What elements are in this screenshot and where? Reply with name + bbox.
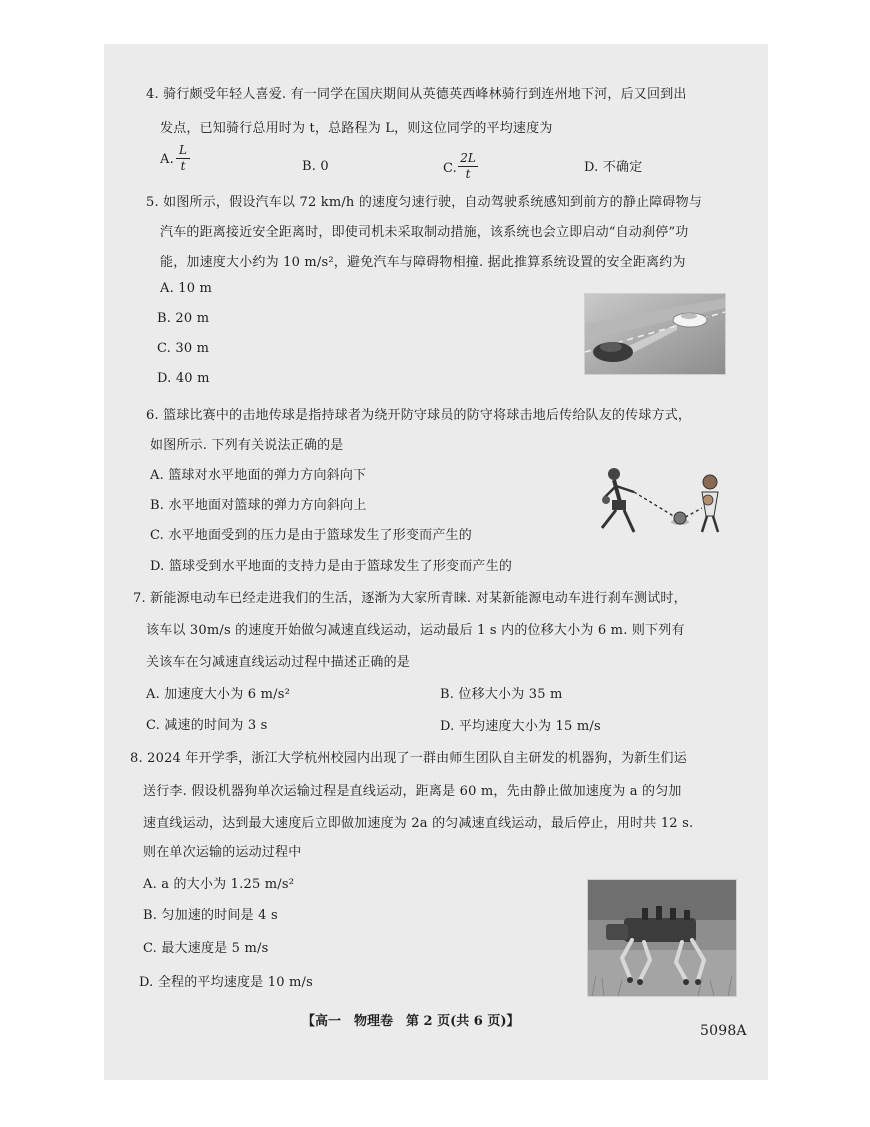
q6-option-b: B. 水平地面对篮球的弹力方向斜向上 — [150, 498, 367, 513]
page-footer-code: 5098A — [700, 1023, 747, 1039]
bounce-pass-illustration — [586, 460, 726, 544]
q5-line1: 5. 如图所示，假设汽车以 72 km/h 的速度匀速行驶，自动驾驶系统感知到前方的静止障碍物与 — [146, 195, 703, 210]
q4-option-a-label: A. — [160, 152, 174, 167]
q6-option-a: A. 篮球对水平地面的弹力方向斜向下 — [150, 468, 367, 483]
q5-line3: 能，加速度大小约为 10 m/s²，避免汽车与障碍物相撞. 据此推算系统设置的安全距离约为 — [160, 255, 686, 270]
bounce-pass-graphic — [586, 460, 726, 544]
robot-dog-graphic — [588, 880, 736, 996]
q4-option-c-label: C. — [443, 161, 458, 176]
q4-line2: 发点，已知骑行总用时为 t，总路程为 L，则这位同学的平均速度为 — [160, 121, 553, 136]
q4-option-a-numerator: L — [179, 143, 187, 157]
q8-line3: 速直线运动，达到最大速度后立即做加速度为 2a 的匀减速直线运动，最后停止，用时共 12 s. — [143, 816, 694, 831]
q4-option-c-numerator: 2L — [460, 151, 476, 165]
q7-line3: 关该车在匀减速直线运动过程中描述正确的是 — [146, 655, 411, 670]
q5-option-d: D. 40 m — [157, 371, 210, 386]
q4-option-d: D. 不确定 — [584, 160, 643, 175]
q6-option-c: C. 水平地面受到的压力是由于篮球发生了形变而产生的 — [150, 528, 472, 543]
q5-option-c: C. 30 m — [157, 341, 210, 356]
q4-option-b: B. 0 — [302, 159, 329, 174]
q4-option-c-fraction — [458, 152, 478, 181]
q7-option-a: A. 加速度大小为 6 m/s² — [146, 687, 290, 702]
q4-option-a-denominator: t — [180, 159, 186, 173]
q8-line1: 8. 2024 年开学季，浙江大学杭州校园内出现了一群由师生团队自主研发的机器狗，为新生们运 — [130, 751, 687, 766]
q5-option-b: B. 20 m — [157, 311, 210, 326]
q8-line4: 则在单次运输的运动过程中 — [143, 845, 302, 860]
q5-option-a: A. 10 m — [160, 281, 213, 296]
car-scene-graphic — [585, 294, 725, 374]
q7-option-c: C. 减速的时间为 3 s — [146, 718, 268, 733]
q8-option-a: A. a 的大小为 1.25 m/s² — [143, 877, 295, 892]
page-footer-title: 【高一 物理卷 第 2 页(共 6 页)】 — [302, 1014, 520, 1029]
car-braking-photo — [584, 293, 726, 375]
q4-option-a-fraction — [176, 144, 190, 173]
q8-option-b: B. 匀加速的时间是 4 s — [143, 908, 278, 923]
q7-line1: 7. 新能源电动车已经走进我们的生活，逐渐为大家所青睐. 对某新能源电动车进行刹车测试时， — [133, 591, 687, 606]
q7-line2: 该车以 30m/s 的速度开始做匀减速直线运动，运动最后 1 s 内的位移大小为 6 m. 则下列有 — [146, 623, 685, 638]
q8-option-c: C. 最大速度是 5 m/s — [143, 941, 269, 956]
q5-line2: 汽车的距离接近安全距离时，即使司机未采取制动措施，该系统也会立即启动“自动刹停”功 — [160, 225, 689, 240]
q6-line2: 如图所示. 下列有关说法正确的是 — [150, 438, 344, 453]
q4-line1: 4. 骑行颇受年轻人喜爱. 有一同学在国庆期间从英德英西峰林骑行到连州地下河，后又回到出 — [146, 87, 687, 102]
q8-line2: 送行李. 假设机器狗单次运输过程是直线运动，距离是 60 m，先由静止做加速度为 a 的匀加 — [143, 784, 682, 799]
q4-option-c-denominator: t — [465, 167, 471, 181]
q6-line1: 6. 篮球比赛中的击地传球是指持球者为绕开防守球员的防守将球击地后传给队友的传球方式， — [146, 408, 692, 423]
robot-dog-photo — [587, 879, 737, 997]
q7-option-d: D. 平均速度大小为 15 m/s — [440, 719, 601, 734]
q8-option-d: D. 全程的平均速度是 10 m/s — [139, 975, 314, 990]
q7-option-b: B. 位移大小为 35 m — [440, 687, 563, 702]
q6-option-d: D. 篮球受到水平地面的支持力是由于篮球发生了形变而产生的 — [150, 559, 513, 574]
